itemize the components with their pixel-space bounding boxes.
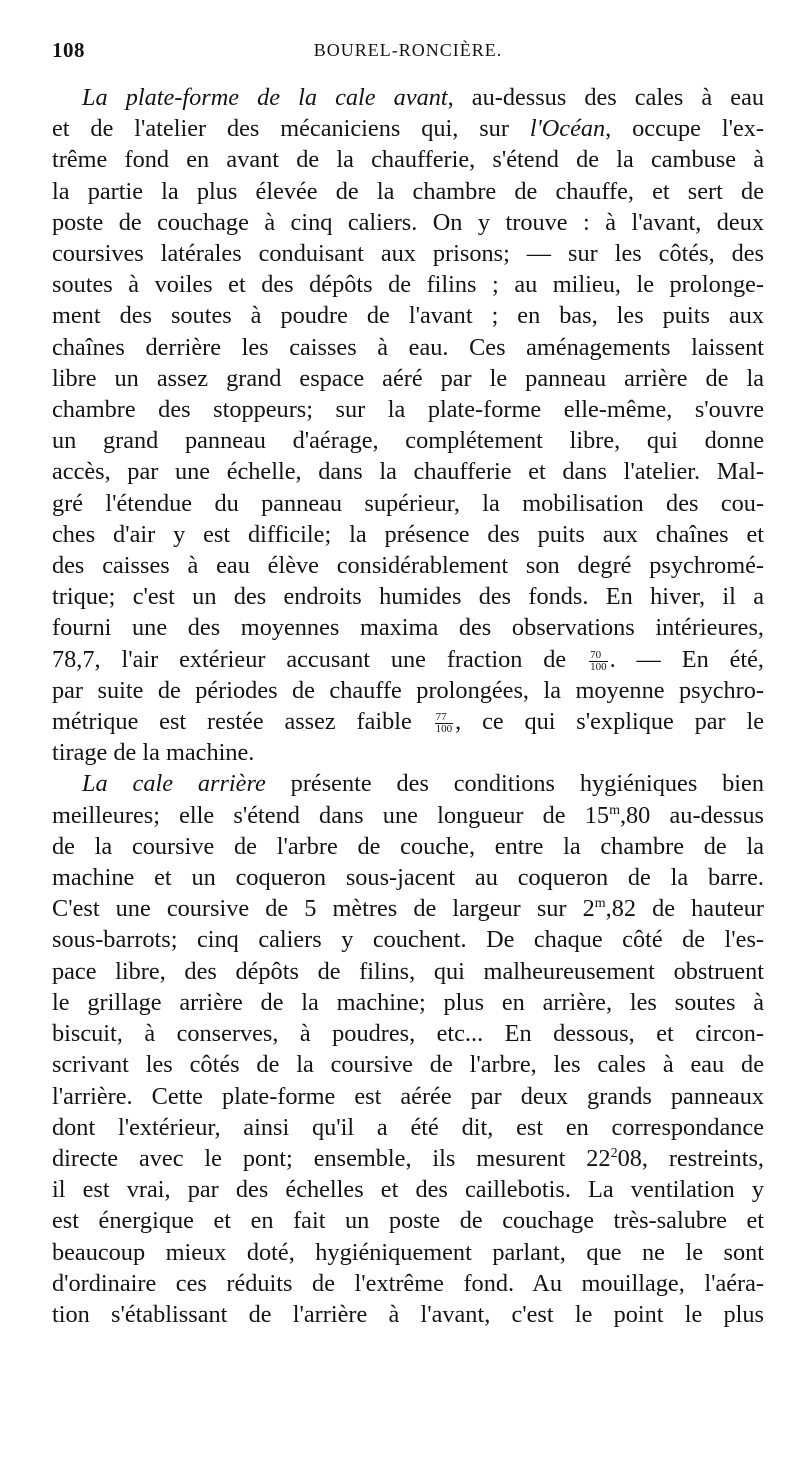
line-text: présente des conditions hygiéniques bien: [265, 770, 764, 798]
line-text: fourni une des moyennes maxima des observations intérieures,: [52, 614, 764, 642]
line-text: la partie la plus élevée de la chambre de chauffe, et sert de: [52, 177, 764, 205]
text-line: [52, 1081, 764, 1112]
line-text: poste de couchage à cinq caliers. On y trouve : à l'avant, deux: [52, 208, 764, 236]
text-line: [52, 956, 764, 987]
line-text: biscuit, à conserves, à poudres, etc... En dessous, et circon-: [52, 1020, 764, 1048]
book-page: [52, 34, 764, 1330]
unit-superscript: m: [609, 802, 620, 818]
fraction-denominator: 100: [590, 660, 607, 673]
text-line: [52, 144, 764, 175]
line-text: tion s'établissant de l'arrière à l'avant, c'est le point le plus: [52, 1300, 764, 1328]
line-text: C'est une coursive de 5 mètres de largeur sur 2: [52, 895, 595, 923]
line-text: et de l'atelier des mécaniciens qui, sur: [52, 115, 530, 143]
italic-heading: La plate-forme de la cale avant: [82, 84, 448, 111]
text-line: [52, 1143, 764, 1174]
text-line: [52, 737, 764, 768]
line-text: directe avec le pont; ensemble, ils mesurent 22: [52, 1144, 611, 1172]
paragraph-cale-arriere: [52, 768, 764, 1330]
line-text-continued: 08, restreints,: [617, 1144, 764, 1172]
text-line: [52, 675, 764, 706]
paragraph-plate-forme: [52, 82, 764, 768]
text-line: [52, 987, 764, 1018]
text-line: [52, 394, 764, 425]
line-text: gré l'étendue du panneau supérieur, la mobilisation des cou-: [52, 489, 764, 517]
text-line: [52, 768, 764, 799]
line-text: par suite de périodes de chauffe prolongées, la moyenne psychro-: [52, 676, 764, 704]
line-text: beaucoup mieux doté, hygiéniquement parlant, que ne le sont: [52, 1238, 764, 1266]
line-text: sous-barrots; cinq caliers y couchent. De chaque côté de l'es-: [52, 926, 764, 954]
text-line: [52, 893, 764, 924]
italic-heading: La cale arrière: [82, 770, 266, 798]
text-line: [52, 1268, 764, 1299]
line-text: est énergique et en fait un poste de couchage très-salubre et: [52, 1207, 764, 1235]
text-line: [52, 706, 764, 737]
line-text: le grillage arrière de la machine; plus en arrière, les soutes à: [52, 988, 764, 1016]
line-text: 78,7, l'air extérieur accusant une fraction de: [52, 645, 567, 673]
line-text: soutes à voiles et des dépôts de filins ; au milieu, le prolonge-: [52, 271, 764, 299]
line-text-continued: , ce qui s'explique par le: [455, 708, 764, 736]
text-line: [52, 1112, 764, 1143]
line-text: pace libre, des dépôts de filins, qui malheureusement obstruent: [52, 957, 764, 985]
line-text-continued: . — En été,: [609, 645, 764, 673]
line-text: métrique est restée assez faible: [52, 708, 412, 736]
text-line: [52, 488, 764, 519]
line-text: accès, par une échelle, dans la chaufferie et dans l'atelier. Mal-: [52, 458, 764, 486]
text-line: [52, 456, 764, 487]
text-line: [52, 332, 764, 363]
text-line: [52, 425, 764, 456]
text-line: [52, 581, 764, 612]
line-text: trique; c'est un des endroits humides des fonds. En hiver, il a: [52, 583, 764, 611]
line-text-continued: ,80 au-dessus: [619, 801, 764, 829]
line-text: dont l'extérieur, ainsi qu'il a été dit, est en correspondance: [52, 1113, 764, 1141]
line-text: ment des soutes à poudre de l'avant ; en bas, les puits aux: [52, 302, 764, 330]
line-text: un grand panneau d'aérage, complétement libre, qui donne: [52, 427, 764, 455]
text-line: [52, 1049, 764, 1080]
text-line: [52, 800, 764, 831]
fraction: [435, 712, 454, 735]
line-text: tirage de la machine.: [52, 739, 255, 767]
fraction-denominator: 100: [435, 722, 453, 735]
line-text: scrivant les côtés de la coursive de l'arbre, les cales à eau de: [52, 1051, 764, 1079]
line-text: des caisses à eau élève considérablement son degré psychromé-: [52, 552, 764, 580]
fraction-numerator: 70: [589, 650, 608, 662]
line-text-continued: ,82 de hauteur: [605, 895, 764, 923]
running-title: BOUREL-RONCIÈRE.: [313, 40, 503, 60]
running-head: [52, 34, 764, 68]
line-text: libre un assez grand espace aéré par le panneau arrière de la: [52, 364, 764, 392]
body-text: [52, 82, 764, 1330]
text-line: [52, 644, 764, 675]
text-line: [52, 269, 764, 300]
line-text-continued: , occupe l'ex-: [605, 115, 764, 143]
text-line: [52, 831, 764, 862]
line-text: , au-dessus des cales à eau: [447, 84, 764, 111]
line-text: chambre des stoppeurs; sur la plate-forme elle-même, s'ouvre: [52, 396, 764, 424]
line-text: machine et un coqueron sous-jacent au coqueron de la barre.: [52, 864, 764, 892]
line-text: d'ordinaire ces réduits de l'extrême fond. Au mouillage, l'aéra-: [52, 1269, 764, 1297]
text-line: [52, 1205, 764, 1236]
unit-superscript: m: [594, 896, 606, 912]
page-number: 108: [52, 38, 85, 62]
line-text: l'arrière. Cette plate-forme est aérée par deux grands panneaux: [52, 1082, 764, 1110]
text-line: [52, 1237, 764, 1268]
text-line: [52, 1299, 764, 1330]
italic-name: l'Océan: [529, 115, 606, 143]
text-line: [52, 612, 764, 643]
line-text: coursives latérales conduisant aux prisons; — sur les côtés, des: [52, 240, 764, 268]
text-line: [52, 363, 764, 394]
text-line: [52, 238, 764, 269]
text-line: [52, 113, 764, 144]
text-line: [52, 519, 764, 550]
unit-superscript: 2: [610, 1145, 618, 1161]
text-line: [52, 300, 764, 331]
text-line: [52, 550, 764, 581]
line-text: trême fond en avant de la chaufferie, s'étend de la cambuse à: [52, 146, 764, 174]
fraction-numerator: 77: [435, 712, 454, 724]
line-text: chaînes derrière les caisses à eau. Ces aménagements laissent: [52, 333, 764, 361]
text-line: [52, 1018, 764, 1049]
text-line: [52, 176, 764, 207]
text-line: [52, 207, 764, 238]
fraction: [589, 650, 608, 673]
line-text: il est vrai, par des échelles et des caillebotis. La ventilation y: [52, 1176, 764, 1204]
text-line: [52, 924, 764, 955]
line-text: de la coursive de l'arbre de couche, entre la chambre de la: [52, 832, 764, 860]
text-line: [52, 82, 764, 113]
line-text: meilleures; elle s'étend dans une longueur de 15: [52, 801, 610, 829]
text-line: [52, 1174, 764, 1205]
text-line: [52, 862, 764, 893]
line-text: ches d'air y est difficile; la présence des puits aux chaînes et: [52, 520, 764, 548]
